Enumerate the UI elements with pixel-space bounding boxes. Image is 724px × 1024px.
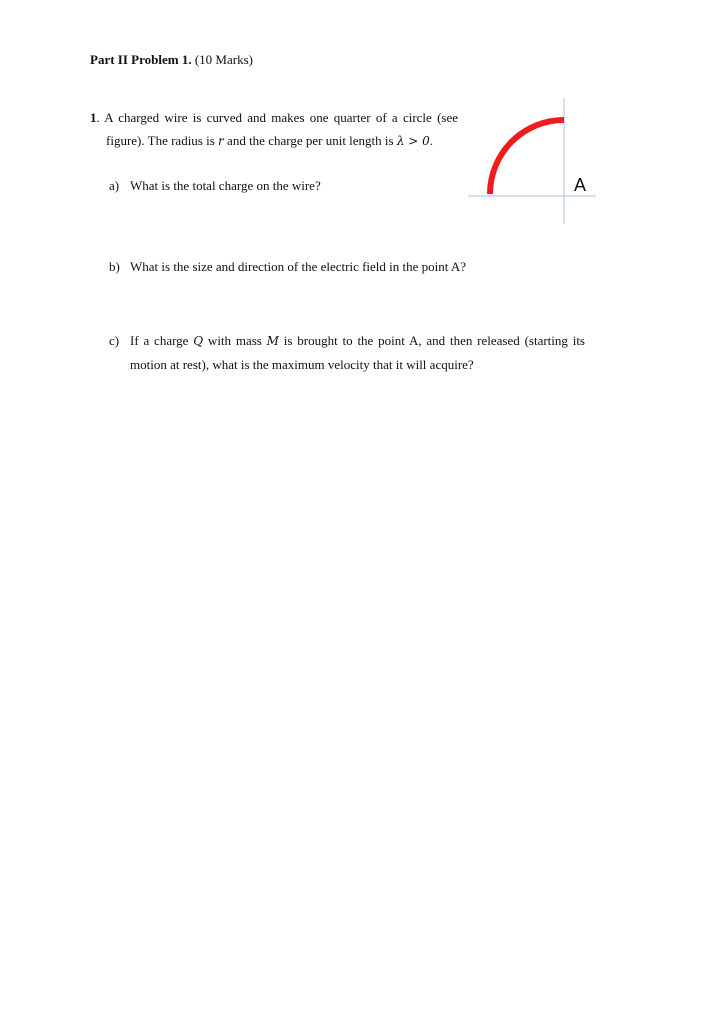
point-a-label: A bbox=[574, 175, 587, 195]
var-r: r bbox=[218, 134, 224, 148]
problem-line-2 bbox=[90, 129, 458, 153]
var-M: M bbox=[266, 334, 279, 348]
problem-line-2-a: figure). The radius is bbox=[106, 133, 219, 148]
problem-line-1-text: . A charged wire is curved and makes one quarter of a circle (see bbox=[96, 110, 458, 125]
problem-line-1 bbox=[90, 106, 458, 129]
problem-heading bbox=[90, 52, 253, 68]
problem-number: 1 bbox=[90, 110, 97, 125]
charged-wire-arc bbox=[490, 120, 564, 194]
problem-line-2-b: and the charge per unit length is bbox=[223, 133, 397, 148]
question-c bbox=[109, 329, 585, 376]
problem-line-2-c: . bbox=[429, 133, 434, 148]
question-a-marker: a) bbox=[109, 178, 120, 193]
question-b-text: What is the size and direction of the electric field in the point A? bbox=[130, 259, 467, 274]
question-c-line-2: motion at rest), what is the maximum velocity that it will acquire? bbox=[130, 357, 474, 372]
question-c-line-1 bbox=[109, 329, 585, 353]
problem-statement bbox=[90, 106, 458, 153]
question-a-text: What is the total charge on the wire? bbox=[130, 178, 321, 193]
heading-marks: (10 Marks) bbox=[194, 52, 253, 67]
var-lambda: λ > 0 bbox=[396, 134, 430, 148]
question-c-l1-c: is brought to the point A, and then released (starting its bbox=[278, 333, 585, 348]
question-c-l1-a: If a charge bbox=[130, 333, 194, 348]
question-b-marker: b) bbox=[109, 259, 120, 274]
question-a bbox=[109, 174, 321, 197]
question-b bbox=[109, 255, 466, 278]
var-Q: Q bbox=[193, 334, 204, 348]
question-c-marker: c) bbox=[109, 333, 120, 348]
quarter-circle-figure bbox=[466, 98, 598, 226]
heading-title: Part II Problem 1. bbox=[90, 52, 192, 67]
question-c-l1-b: with mass bbox=[203, 333, 267, 348]
